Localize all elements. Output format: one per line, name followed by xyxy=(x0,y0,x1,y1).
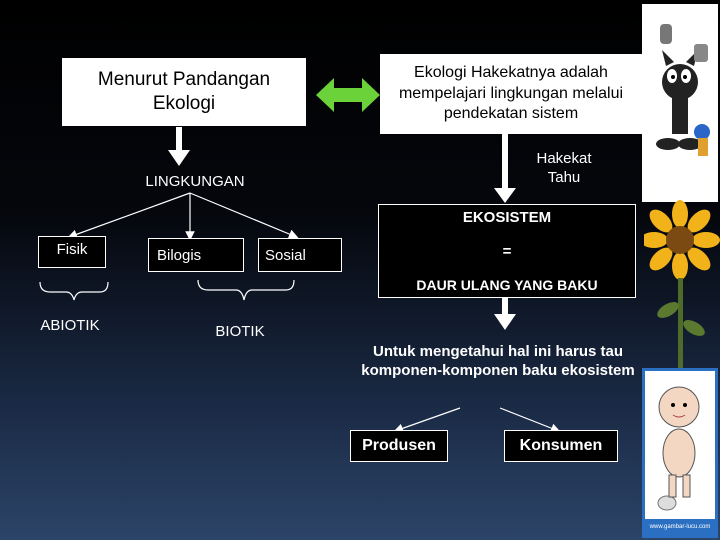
ekosistem-subtitle: DAUR ULANG YANG BAKU xyxy=(416,277,598,293)
down-arrow-left xyxy=(168,127,190,166)
fisik-label: Fisik xyxy=(56,241,88,258)
fisik-box xyxy=(38,236,106,268)
sosial-label: Sosial xyxy=(265,246,306,264)
ekologi-hakekat-box xyxy=(380,54,642,134)
konsumen-box xyxy=(504,430,618,462)
website-credit: www.gambar-lucu.com xyxy=(645,519,715,535)
ekosistem-equals: = xyxy=(502,243,512,260)
lingkungan-branches xyxy=(72,193,294,236)
cartoon-cat-image xyxy=(642,4,718,202)
ekosistem-box xyxy=(378,204,636,298)
cartoon-baby-illustration xyxy=(645,371,715,535)
sosial-box xyxy=(258,238,342,272)
bilogis-box xyxy=(148,238,244,272)
green-double-arrow xyxy=(316,78,380,112)
cartoon-baby-image xyxy=(642,368,718,538)
cartoon-cat-illustration xyxy=(642,4,718,202)
produsen-label: Produsen xyxy=(362,437,436,454)
hakekat-tahu-label: Hakekat Tahu xyxy=(536,150,592,186)
lingkungan-label: LINGKUNGAN xyxy=(145,173,245,190)
abiotik-label: ABIOTIK xyxy=(40,317,100,334)
komponen-text: Untuk mengetahui hal ini harus tau komponen-komponen baku ekosistem xyxy=(361,343,635,380)
sunflower-image xyxy=(644,200,720,370)
down-arrow-right xyxy=(494,133,516,203)
menurut-pandangan-text: Menurut Pandangan Ekologi xyxy=(97,69,271,114)
sunflower-illustration xyxy=(644,200,720,370)
down-arrow-ekosistem xyxy=(494,296,516,330)
bilogis-label: Bilogis xyxy=(157,246,202,264)
konsumen-label: Konsumen xyxy=(519,437,603,454)
menurut-pandangan-box xyxy=(62,58,306,126)
komponen-branches xyxy=(398,408,556,430)
ekosistem-title: EKOSISTEM xyxy=(462,209,552,226)
biotik-label: BIOTIK xyxy=(215,323,265,340)
ekologi-hakekat-text: Ekologi Hakekatnya adalah mempelajari lingkungan melalui pendekatan sistem xyxy=(398,63,624,123)
produsen-box xyxy=(350,430,448,462)
brace-biotik xyxy=(198,280,294,300)
brace-abiotik xyxy=(40,282,108,300)
